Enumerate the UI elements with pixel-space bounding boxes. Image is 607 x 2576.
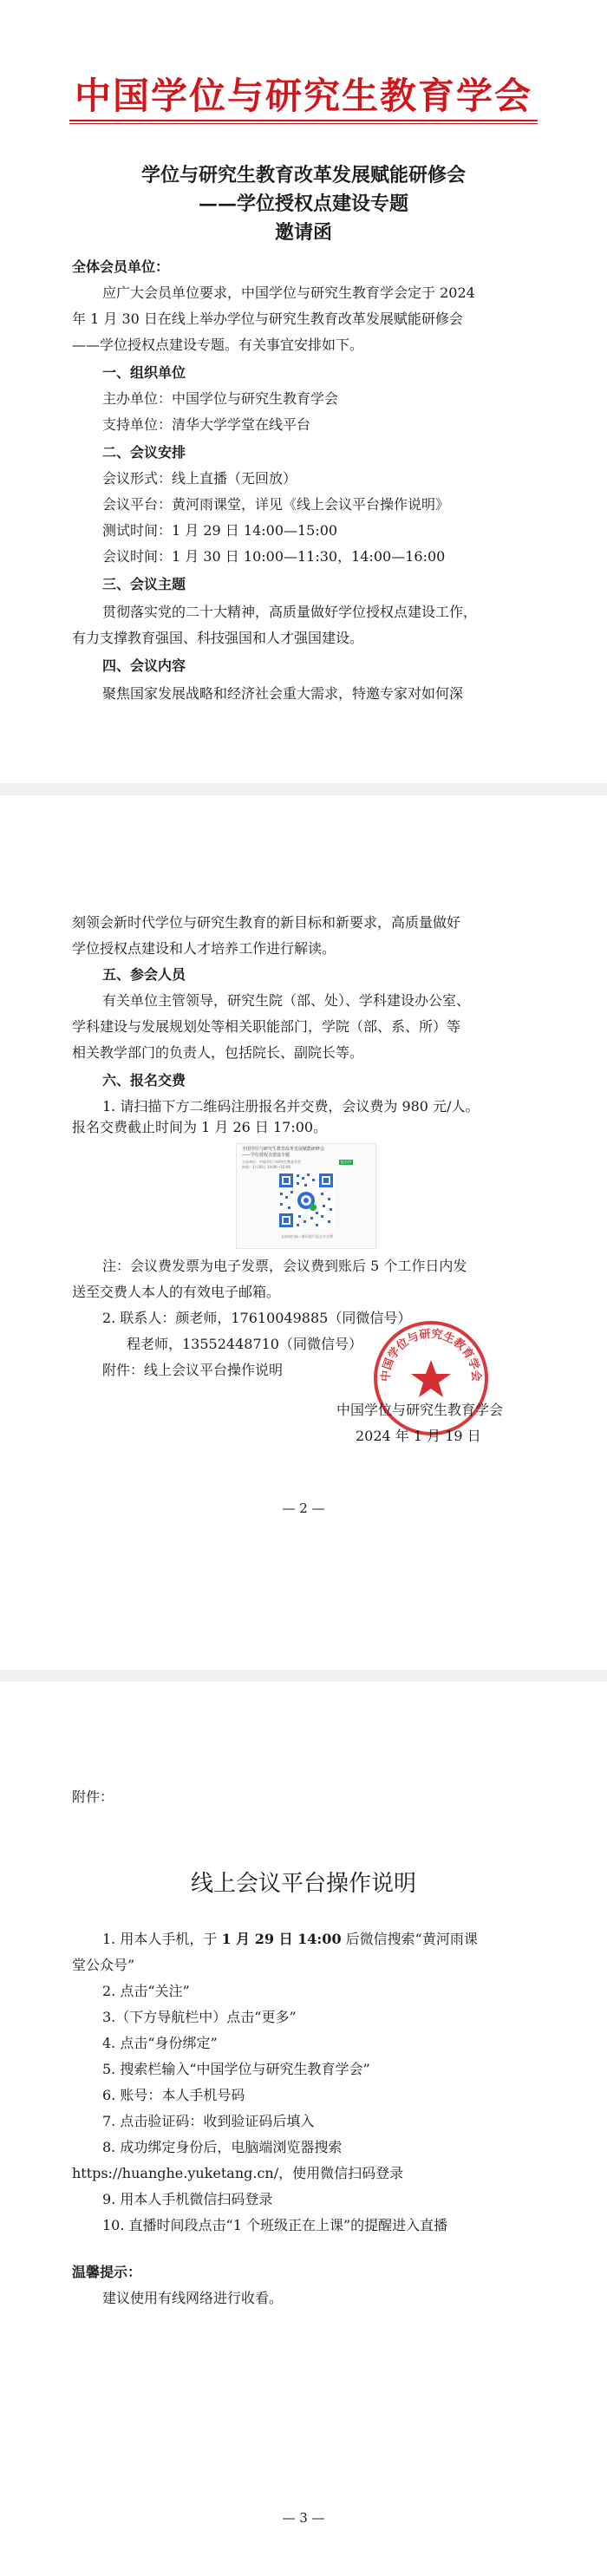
header-rule-bottom bbox=[69, 123, 538, 124]
qr-code-icon[interactable] bbox=[277, 1172, 335, 1229]
qr-poster-badge: 报名中 bbox=[341, 1160, 351, 1164]
section-heading-registration: 六、报名交费 bbox=[102, 1072, 186, 1089]
salutation: 全体会员单位： bbox=[72, 258, 170, 275]
support-unit: 支持单位：清华大学学堂在线平台 bbox=[102, 416, 311, 433]
attendees-line: 相关教学部门的负责人，包括院长、副院长等。 bbox=[72, 1044, 364, 1061]
attendees-line: 学科建设与发展规划处等相关职能部门，学院（部、系、所）等 bbox=[72, 1018, 461, 1035]
content-line: 聚焦国家发展战略和经济社会重大需求，特邀专家对如何深 bbox=[102, 685, 464, 702]
step1-time: 1 月 29 日 14:00 bbox=[221, 1931, 342, 1947]
signature-date: 2024 年 1 月 19 日 bbox=[356, 1428, 481, 1444]
section-heading-content: 四、会议内容 bbox=[102, 657, 186, 674]
doc-title-line1: 学位与研究生教育改革发展赋能研修会 bbox=[140, 164, 466, 186]
qr-poster-org: 全国学位与研究生教育改革发展赋能研修会 bbox=[242, 1147, 325, 1152]
signature-org: 中国学位与研究生教育学会 bbox=[336, 1402, 504, 1418]
section-heading-attendees: 五、参会人员 bbox=[102, 966, 186, 983]
step-line: 9. 用本人手机微信扫码登录 bbox=[102, 2191, 273, 2207]
contact-line: 2. 联系人：颜老师，17610049885（同微信号） bbox=[102, 1310, 412, 1326]
registration-line: 1. 请扫描下方二维码注册报名并交费，会议费为 980 元/人。 bbox=[102, 1098, 480, 1115]
meeting-platform: 会议平台：黄河雨课堂，详见《线上会议平台操作说明》 bbox=[102, 496, 450, 513]
attendees-line: 有关单位主管领导，研究生院（部、处）、学科建设办公室、 bbox=[102, 992, 471, 1009]
step-line: 5. 搜索栏输入“中国学位与研究生教育学会” bbox=[102, 2061, 370, 2077]
qr-poster-topic: ——学位授权点建设专题 bbox=[242, 1153, 290, 1158]
page-separator bbox=[0, 783, 607, 795]
theme-line: 有力支撑教育强国、科技强国和人才强国建设。 bbox=[72, 630, 364, 646]
section-heading-org: 一、组织单位 bbox=[102, 364, 186, 381]
step-line: 6. 账号：本人手机号码 bbox=[102, 2087, 245, 2103]
meeting-form: 会议形式：线上直播（无回放） bbox=[102, 470, 297, 487]
page-number: — 3 — bbox=[282, 2510, 325, 2526]
org-header-title: 中国学位与研究生教育学会 bbox=[74, 75, 532, 117]
step-line-url[interactable]: https://huanghe.yuketang.cn/，使用微信扫码登录 bbox=[72, 2165, 404, 2181]
step-line: 4. 点击“身份绑定” bbox=[102, 2035, 218, 2051]
header-rule-top bbox=[69, 120, 538, 121]
qr-poster-time: 时间：1月30日 10:00—16:00 bbox=[242, 1165, 290, 1169]
appendix-label: 附件： bbox=[72, 1788, 114, 1805]
step1-text: 1. 用本人手机，于 bbox=[102, 1931, 222, 1947]
attachment-reference: 附件：线上会议平台操作说明 bbox=[102, 1362, 284, 1378]
host-unit: 主办单位：中国学位与研究生教育学会 bbox=[102, 390, 339, 407]
doc-title-line3: 邀请函 bbox=[274, 221, 332, 244]
step-line bbox=[102, 1931, 540, 1948]
content-line: 学位授权点建设和人才培养工作进行解读。 bbox=[72, 940, 336, 957]
invoice-note-line: 送至交费人本人的有效电子邮箱。 bbox=[72, 1284, 281, 1300]
meeting-time: 会议时间：1 月 30 日 10:00—11:30，14:00—16:00 bbox=[102, 548, 446, 565]
official-seal-icon bbox=[371, 1318, 491, 1438]
tips-heading: 温馨提示： bbox=[72, 2264, 142, 2280]
doc-title-line2: ——学位授权点建设专题 bbox=[198, 193, 408, 215]
qr-poster-caption: 长按或扫描二维码进行报名并交费 bbox=[281, 1234, 333, 1239]
step-line: 3.（下方导航栏中）点击“更多” bbox=[102, 2009, 297, 2025]
theme-line: 贯彻落实党的二十大精神，高质量做好学位授权点建设工作， bbox=[102, 604, 478, 620]
step-line: 10. 直播时间段点击“1 个班级正在上课”的提醒进入直播 bbox=[102, 2217, 448, 2233]
tips-text: 建议使用有线网络进行收看。 bbox=[102, 2290, 284, 2306]
appendix-title: 线上会议平台操作说明 bbox=[190, 1871, 416, 1897]
svg-text:中国学位与研究生教育学会: 中国学位与研究生教育学会 bbox=[379, 1327, 483, 1383]
intro-line: 年 1 月 30 日在线上举办学位与研究生教育改革发展赋能研修会 bbox=[72, 311, 463, 327]
test-time: 测试时间：1 月 29 日 14:00—15:00 bbox=[102, 522, 338, 539]
registration-qr-poster[interactable] bbox=[236, 1143, 376, 1249]
page-separator bbox=[0, 1670, 607, 1682]
section-heading-theme: 三、会议主题 bbox=[102, 576, 186, 592]
page-number: — 2 — bbox=[282, 1500, 325, 1516]
step-line: 2. 点击“关注” bbox=[102, 1983, 190, 1999]
contact-line: 程老师，13552448710（同微信号） bbox=[127, 1336, 362, 1352]
step1-text-end: 后微信搜索“黄河雨课 bbox=[341, 1931, 478, 1947]
step-line: 8. 成功绑定身份后，电脑端浏览器搜索 bbox=[102, 2139, 343, 2155]
intro-line: ——学位授权点建设专题。有关事宜安排如下。 bbox=[72, 337, 364, 353]
step-line: 7. 点击验证码：收到验证码后填入 bbox=[102, 2113, 315, 2129]
step-line: 堂公众号” bbox=[72, 1957, 135, 1973]
registration-line: 报名交费截止时间为 1 月 26 日 17:00。 bbox=[72, 1119, 328, 1135]
invoice-note-line: 注：会议费发票为电子发票，会议费到账后 5 个工作日内发 bbox=[102, 1258, 467, 1274]
content-line: 刻领会新时代学位与研究生教育的新目标和新要求，高质量做好 bbox=[72, 914, 461, 931]
section-heading-arrangement: 二、会议安排 bbox=[102, 444, 186, 461]
intro-line: 应广大会员单位要求，中国学位与研究生教育学会定于 2024 bbox=[102, 284, 475, 301]
qr-poster-host: 主办单位：中国学位与研究生教育学会 bbox=[242, 1160, 301, 1164]
